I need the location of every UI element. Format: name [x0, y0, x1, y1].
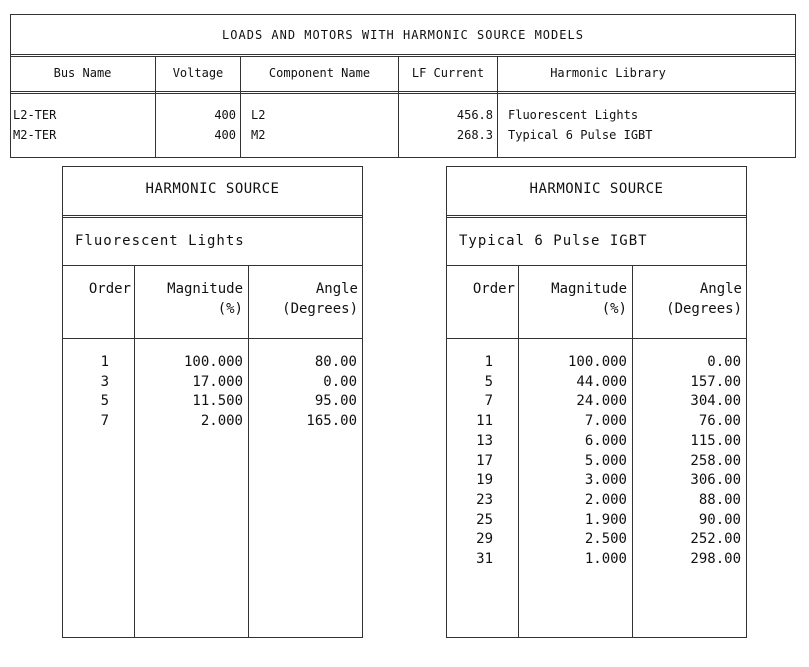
order-value: 1	[484, 354, 493, 370]
title-divider	[63, 215, 362, 218]
angle-value: 80.00	[314, 354, 357, 370]
harmonic-source-title: HARMONIC SOURCE	[529, 181, 664, 197]
order-value: 17	[476, 452, 493, 469]
order-value: 7	[484, 393, 493, 410]
harmonic-source-title: HARMONIC SOURCE	[145, 181, 280, 197]
col-sep-1	[518, 265, 519, 637]
magnitude-value: 11.500	[192, 393, 243, 410]
harmonic-library-name: Fluorescent Lights	[75, 233, 245, 249]
magnitude-value: 7.000	[584, 413, 627, 430]
title-divider	[10, 54, 795, 57]
magnitude-value: 100.000	[567, 354, 627, 370]
order-value: 25	[476, 511, 493, 528]
magnitude-value: 1.900	[584, 511, 627, 528]
angle-value: 0.00	[707, 354, 741, 370]
col-header-order: Order	[472, 281, 515, 297]
magnitude-value: 3.000	[584, 472, 627, 489]
order-value: 23	[476, 491, 493, 508]
row-1-voltage: 400	[214, 108, 236, 122]
angle-value: 76.00	[698, 413, 741, 430]
name-divider	[447, 265, 746, 266]
col-header-angle: Angle	[315, 281, 358, 297]
header-bus-name: Bus Name	[53, 66, 112, 80]
angle-value: 90.00	[698, 511, 741, 528]
magnitude-value: 24.000	[576, 393, 627, 410]
row-1-current: 456.8	[456, 108, 493, 122]
angle-value: 88.00	[698, 491, 741, 508]
angle-value: 165.00	[306, 413, 357, 430]
row-1-library: Fluorescent Lights	[508, 108, 639, 122]
magnitude-value: 44.000	[576, 373, 627, 390]
order-value: 19	[476, 472, 493, 489]
angle-value: 252.00	[690, 531, 741, 548]
magnitude-value: 6.000	[584, 432, 627, 449]
order-value: 5	[484, 373, 493, 390]
angle-value: 157.00	[690, 373, 741, 390]
angle-value: 298.00	[690, 551, 741, 568]
row-2-library: Typical 6 Pulse IGBT	[508, 128, 653, 142]
angle-value: 115.00	[690, 432, 741, 449]
magnitude-value: 100.000	[183, 354, 243, 370]
order-column	[449, 353, 493, 570]
order-value: 3	[100, 373, 109, 390]
angle-value: 306.00	[690, 472, 741, 489]
magnitude-column	[521, 353, 627, 570]
col-sep-2	[248, 265, 249, 637]
row-1-component: L2	[251, 108, 266, 122]
header-voltage: Voltage	[172, 66, 224, 80]
col-header-magnitude: Magnitude	[167, 281, 243, 297]
angle-column	[251, 353, 357, 432]
harmonic-source-igbt	[446, 166, 747, 638]
harmonic-library-name: Typical 6 Pulse IGBT	[459, 233, 648, 249]
order-value: 31	[476, 551, 493, 568]
row-2-component: M2	[251, 128, 266, 142]
magnitude-value: 17.000	[192, 373, 243, 390]
title-divider	[447, 215, 746, 218]
order-value: 11	[476, 413, 493, 430]
magnitude-value: 2.000	[200, 413, 243, 430]
name-divider	[63, 265, 362, 266]
magnitude-value: 2.500	[584, 531, 627, 548]
col-header-angle: Angle	[699, 281, 742, 297]
row-2-current: 268.3	[456, 128, 493, 142]
magnitude-value: 2.000	[584, 491, 627, 508]
header-divider	[447, 338, 746, 339]
col-header-angle-unit: (Degrees)	[282, 301, 358, 317]
angle-value: 258.00	[690, 452, 741, 469]
col-sep-1	[134, 265, 135, 637]
col-sep-2	[632, 265, 633, 637]
order-value: 13	[476, 432, 493, 449]
header-harmonic-library: Harmonic Library	[550, 66, 666, 80]
order-value: 1	[100, 354, 109, 370]
col-header-angle-unit: (Degrees)	[666, 301, 742, 317]
angle-value: 304.00	[690, 393, 741, 410]
col-header-order: Order	[88, 281, 131, 297]
magnitude-column	[137, 353, 243, 432]
harmonic-source-fluorescent	[62, 166, 363, 638]
order-column	[65, 353, 109, 432]
row-2-voltage: 400	[214, 128, 236, 142]
col-header-magnitude: Magnitude	[551, 281, 627, 297]
row-1-bus: L2-TER	[13, 108, 57, 122]
row-2-bus: M2-TER	[13, 128, 57, 142]
header-divider	[10, 91, 795, 94]
col-header-magnitude-unit: (%)	[217, 301, 243, 317]
angle-value: 0.00	[323, 373, 357, 390]
angle-value: 95.00	[314, 393, 357, 410]
header-lf-current: LF Current	[411, 66, 485, 80]
order-value: 5	[100, 393, 109, 410]
angle-column	[635, 353, 741, 570]
magnitude-value: 1.000	[584, 551, 627, 568]
col-header-magnitude-unit: (%)	[601, 301, 627, 317]
order-value: 7	[100, 413, 109, 430]
magnitude-value: 5.000	[584, 452, 627, 469]
header-component-name: Component Name	[268, 66, 371, 80]
order-value: 29	[476, 531, 493, 548]
header-divider	[63, 338, 362, 339]
loads-motors-title: LOADS AND MOTORS WITH HARMONIC SOURCE MODELS	[222, 28, 584, 42]
